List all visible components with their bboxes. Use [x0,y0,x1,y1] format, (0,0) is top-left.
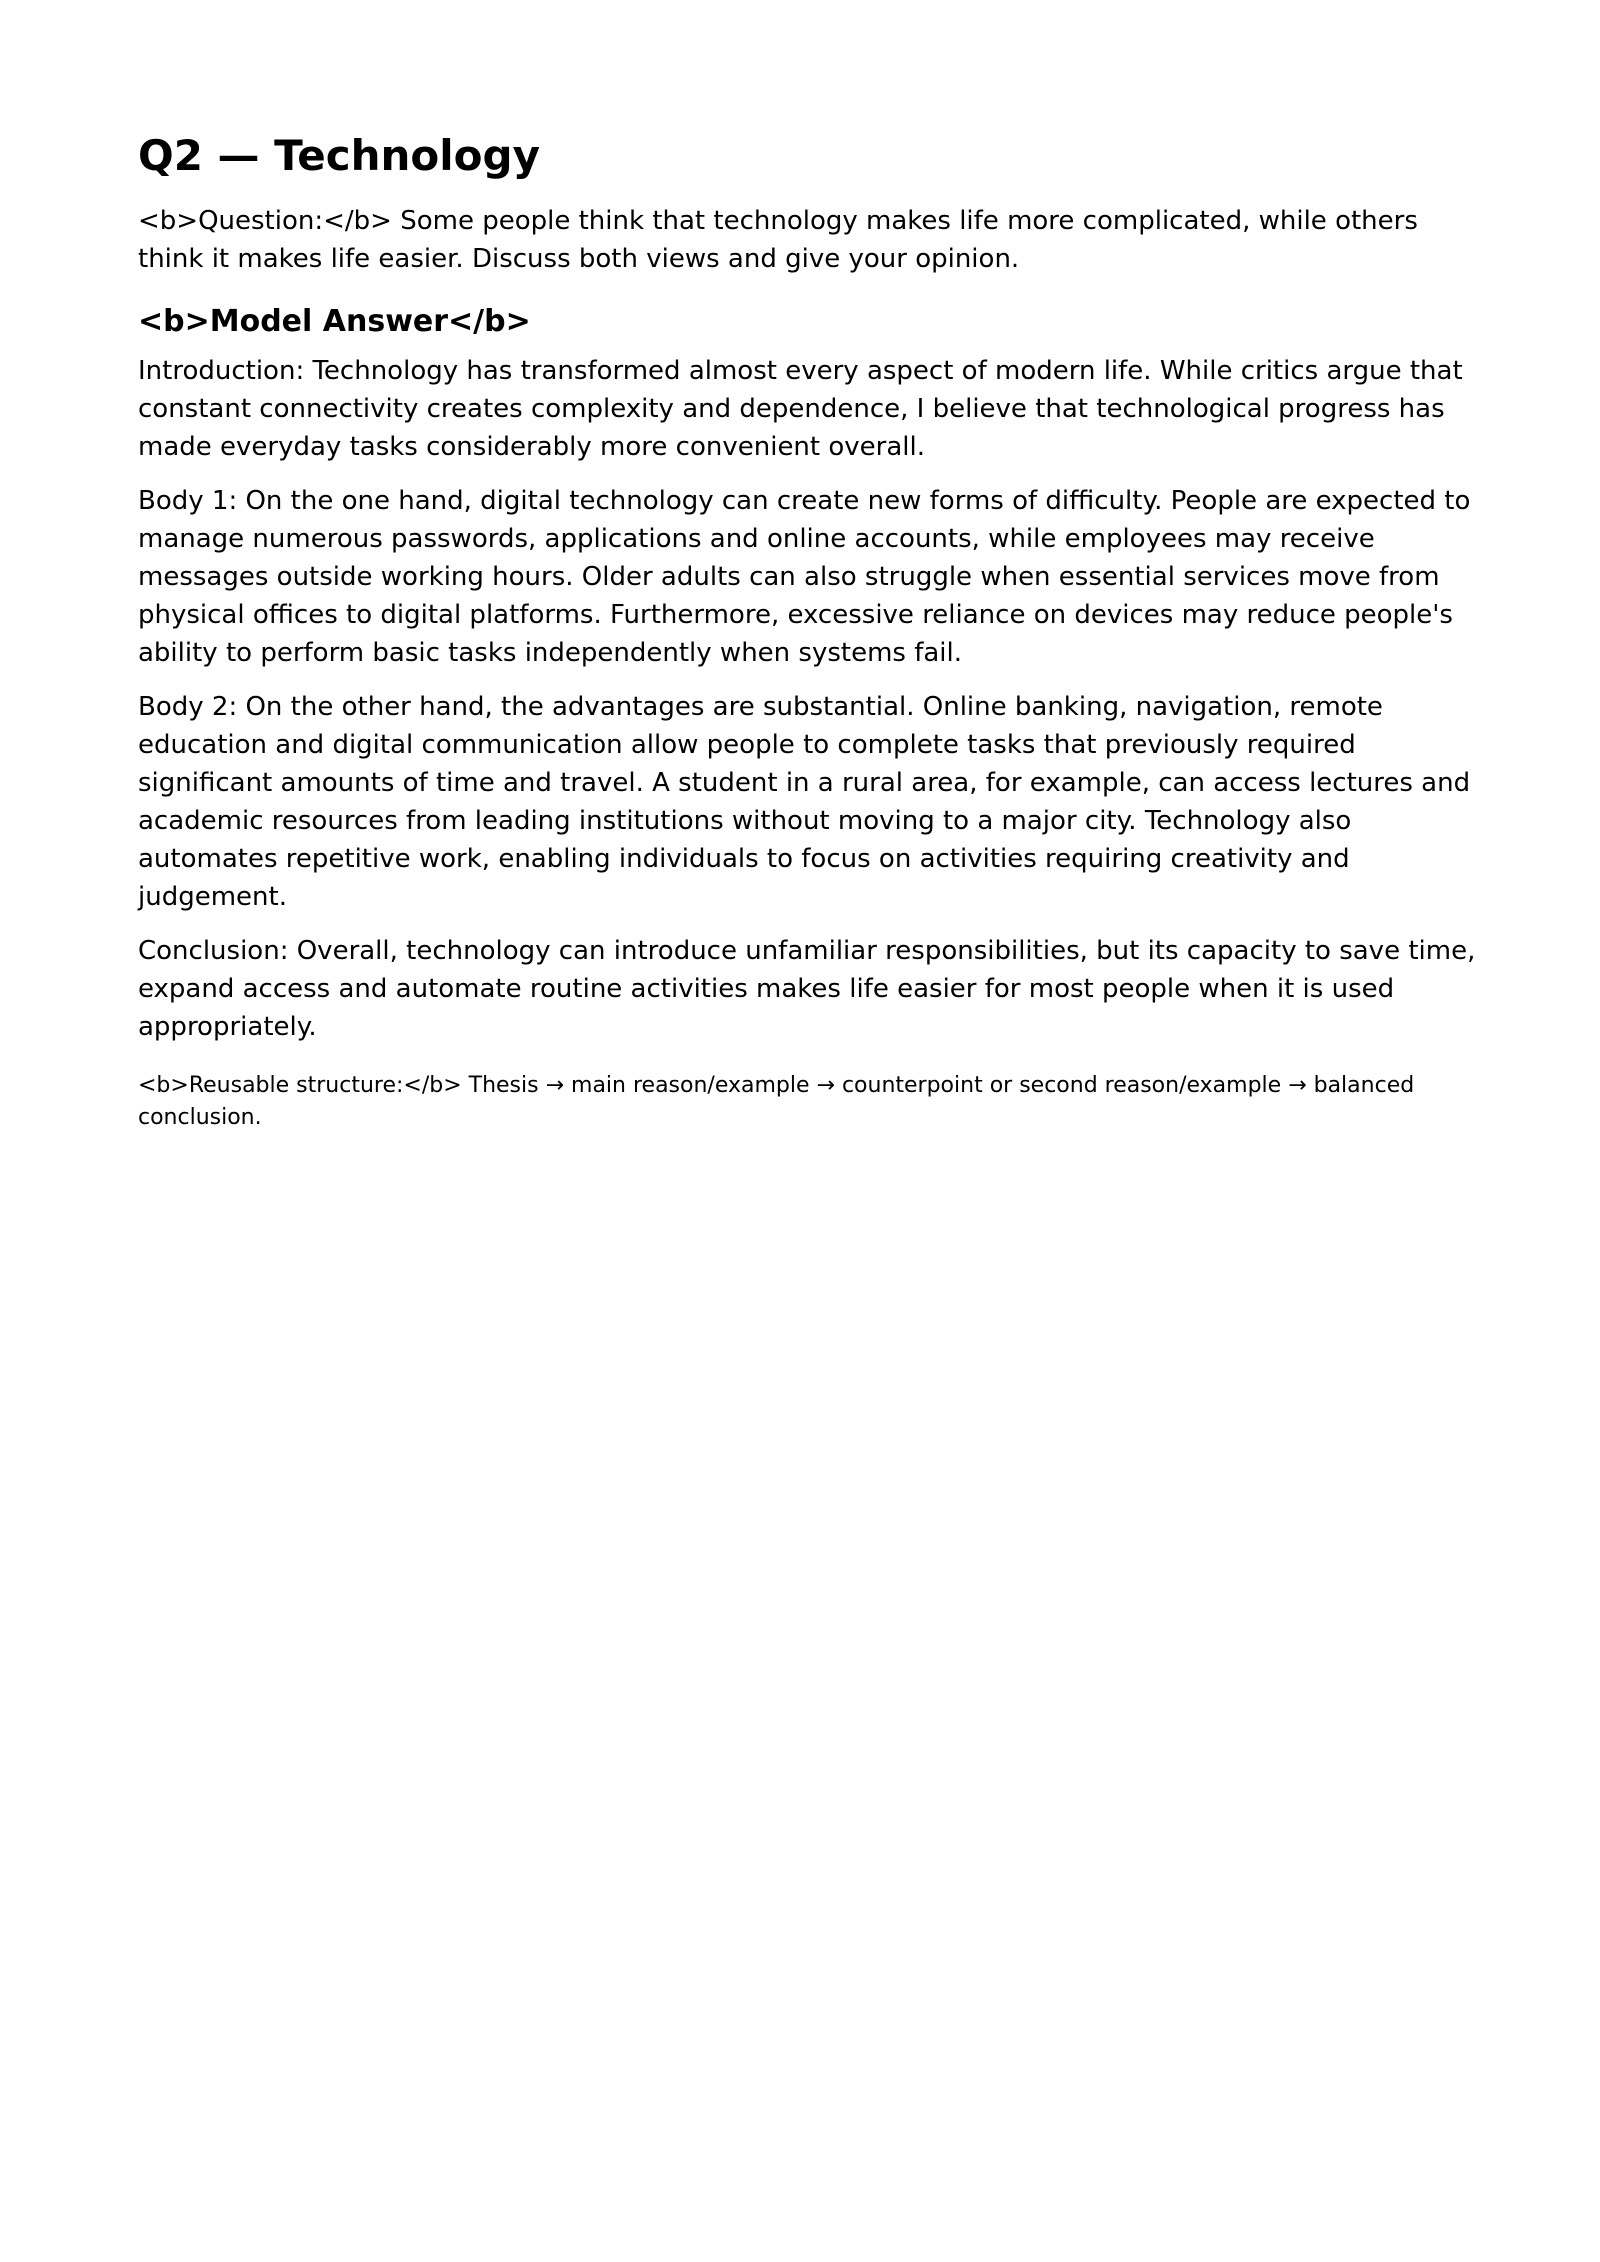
conclusion-paragraph: Conclusion: Overall, technology can introduce unfamiliar responsibilities, but its capacity to save time, expand access and automate routine activities makes life easier for most people when it is used appropriately. [138,936,1476,1042]
reusable-structure-note: <b>Reusable structure:</b> Thesis → main reason/example → counterpoint or second reason/example → balanced conclusion. [138,1073,1415,1130]
question-text: <b>Question:</b> Some people think that technology makes life more complicated, while others think it makes life easier. Discuss both views and give your opinion. [138,206,1418,274]
document-page [138,128,1478,1134]
model-answer-heading: <b>Model Answer</b> [138,304,531,339]
body-2-paragraph: Body 2: On the other hand, the advantages are substantial. Online banking, navigation, remote education and digital communication allow people to complete tasks that previously required significant amounts of time and travel. A student in a rural area, for example, can access lectures and academic resources from leading institutions without moving to a major city. Technology also automates repetitive work, enabling individuals to focus on activities requiring creativity and judgement. [138,692,1471,912]
page-title: Q2 — Technology [138,131,540,180]
introduction-paragraph: Introduction: Technology has transformed almost every aspect of modern life. While critics argue that constant connectivity creates complexity and dependence, I believe that technological progress has made everyday tasks considerably more convenient overall. [138,356,1463,462]
body-1-paragraph: Body 1: On the one hand, digital technology can create new forms of difficulty. People are expected to manage numerous passwords, applications and online accounts, while employees may receive messages outside working hours. Older adults can also struggle when essential services move from physical offices to digital platforms. Furthermore, excessive reliance on devices may reduce people's ability to perform basic tasks independently when systems fail. [138,486,1471,668]
